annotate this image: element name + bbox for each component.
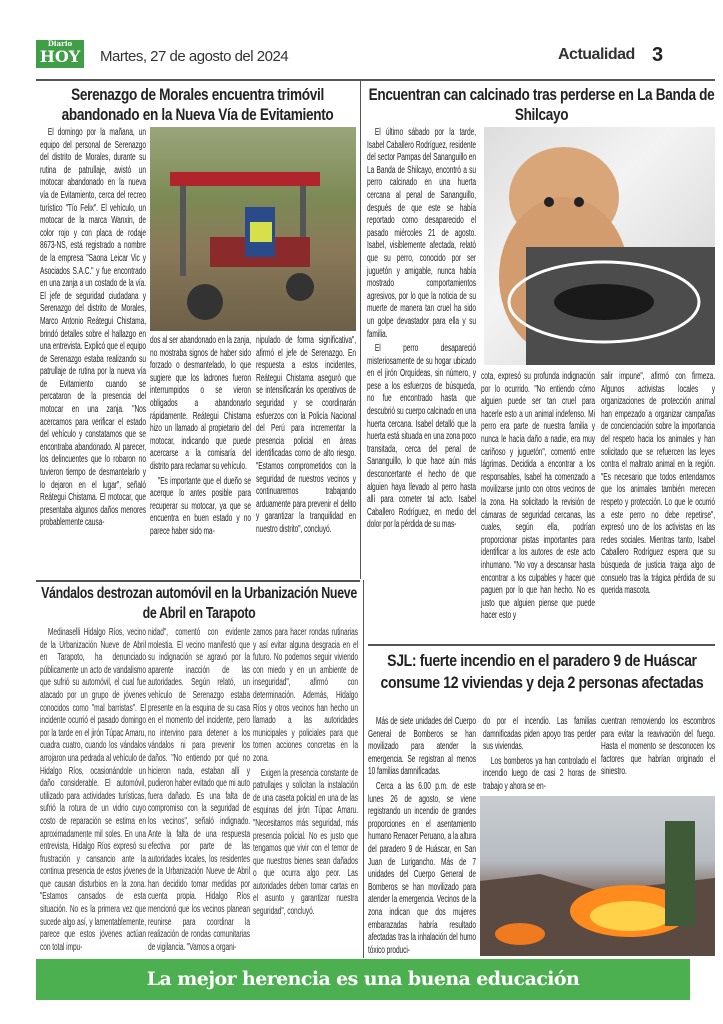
article3-col2: nidad", comentó con evidente molestia. El vecino manifestó que su indignación se agravó por la aparente inacción de las autoridades. Según relató, un vehículo de Serenazgo estaba presente en la esquina de su casa en el momento del incidente, pero no intervino para detener a los vándalos ni para prevenir los daños. "No entiendo por qué no hicieron nada, estaban allí y pudieron haber evitado que mi auto fuera dañado. Es una falta de compromiso con la seguridad de los vecinos", señaló indignado. Ante la falta de una respuesta efectiva por parte de las autoridades locales, los residentes de la Urbanización Nueve de Abril han decidido tomar medidas por cuenta propia. Hidalgo Ríos mencionó que los vecinos planean reunirse para coordinar la realización de rondas comunitarias de vigilancia. "Vamos a organi-	[148, 627, 250, 953]
fire-illustration	[480, 796, 715, 956]
article4-col3: cuentran removiendo los escombros para evitar la reavivación del fuego. Hasta el momento se desconocen los factores que habrían originado el siniestro.	[601, 716, 715, 778]
article3-col1: Medinaselli Hidalgo Ríos, vecino de la Urbanización Nueve de Abril en Tarapoto, ha denunciado públicamente un acto de vandalismo que sufrió su automóvil, el cual fue atacado por un grupo de jóvenes conocidos como "mal barristas". El incidente ocurrió el pasado domingo por la tarde en el jirón Túpac Amaru, cuadra cuatro, cuando los vándalos arrojaron una pedrada al vehículo de Hidalgo Ríos, ocasionándole un daño considerable. El automóvil, utilizado para actividades turísticas, sufrió la rotura de un vidrio cuyo costo de reparación se estima en aproximadamente mil soles. En una entrevista, Hidalgo Ríos expresó su frustración y cansancio ante la continua presencia de estos jóvenes que causan disturbios en la zona. "Estamos cansados de esta situación. No es la primera vez que sucede algo así, y lamentablemente, parece que estos jóvenes actúan con total impu-	[40, 627, 146, 953]
article3-top-rule	[36, 580, 360, 582]
article2-title: Encuentran can calcinado tras perderse en La Banda de Shilcayo	[368, 85, 715, 124]
footer-slogan-banner: La mejor herencia es una buena educación	[36, 959, 690, 1000]
header-rule	[36, 79, 715, 81]
dog-photo	[484, 127, 715, 365]
issue-date: Martes, 27 de agosto del 2024	[100, 48, 289, 65]
article4-title: SJL: fuerte incendio en el paradero 9 de Huáscar consume 12 viviendas y deja 2 personas afectadas	[380, 652, 704, 692]
page-number: 3	[652, 44, 664, 66]
article3-title-box	[40, 584, 358, 624]
article2-col1: El último sábado por la tarde, Isabel Caballero Rodríguez, residente del sector Pampas del Sananguillo en La Banda de Shilcayo, encontró a su perro calcinado en una huerta cercana al penal de Sananguillo, después de que este se había reportado como desaparecido el pasado miércoles 21 de agosto. Isabel, visiblemente afectada, relató que su perro, conocido por ser juguetón y amigable, nunca había mostrado comportamientos agresivos, por lo que la noticia de su muerte de manera tan cruel ha sido un golpe devastador para ella y su familia. El perro desapareció misteriosamente de su hogar ubicado en el jirón Orquídeas, sin número, y pese a los esfuerzos de búsqueda, no fue encontrado hasta que descubrió su cuerpo calcinado en una huerta cercana. Isabel detalló que la huerta está situada en una zona poco transitada, cerca del penal de Sananguillo, lo que hace aún más desconcertante el hecho de que alguien haya llevado al perro hasta allí para cometer tal acto. Isabel Caballero Rodríguez, en medio del dolor por la pérdida de su mas-	[367, 127, 476, 531]
logo-small-text: Diario	[47, 39, 73, 48]
article3-col3: zamos para hacer rondas rutinarias y así evitar alguna desgracia en el futuro. No podemos seguir viviendo con miedo y en un ambiente de inseguridad", afirmó con determinación. Además, Hidalgo Ríos y otros vecinos han hecho un llamado a las autoridades municipales y policiales para que tomen acciones concretas en la zona. Exigen la presencia constante de patrullajes y solicitan la instalación de una caseta policial en una de las esquinas del jirón Túpac Amaru. "Necesitamos más seguridad, más presencia policial. No es justo que tengamos que vivir con el temor de que nuestros bienes sean dañados o que ocurra algo peor. Las autoridades deben tomar cartas en el asunto y garantizar nuestra seguridad", concluyó.	[253, 627, 358, 918]
section-name: Actualidad	[558, 46, 635, 63]
logo-big-text: HOY	[39, 47, 81, 66]
article3-title: Vándalos destrozan automóvil en la Urbanización Nueve de Abril en Tarapoto	[41, 585, 357, 622]
article1-col3: nipulado de forma significativa", afirmó el jefe de Serenazgo. En respuesta a estos incidentes, Reátegui Chistama aseguró que se intensificarán los operativos de seguridad y se coordinarán esfuerzos con la Policía Nacional del Perú para incrementar la presencia policial en áreas identificadas como de alto riesgo. "Estamos comprometidos con la seguridad de nuestros vecinos y continuaremos trabajando arduamente para prevenir el delito y garantizar la tranquilidad en nuestro distrito", concluyó.	[256, 335, 356, 535]
trimovil-photo	[150, 127, 356, 331]
article4-col2: do por el incendio. Las familias damnificadas piden apoyo tras perder sus viviendas. Los bomberos ya han controlado el incendio luego de casi 2 horas de trabajo y ahora se en-	[483, 716, 596, 792]
column-divider	[360, 81, 361, 579]
article2-col3: salir impune", afirmó con firmeza. Algunos activistas locales y organizaciones de protección animal han empezado a organizar campañas de concienciación sobre la importancia del respeto hacia los animales y han solicitado que se refuercen las leyes contra el maltrato animal en la región. "Es necesario que todos entendamos que los animales también merecen respeto y protección. Lo que le ocurrió a este perro no debe repetirse", expresó uno de los activistas en las redes sociales. Mientras tanto, Isabel Caballero Rodríguez espera que su búsqueda de justicia traiga algo de consuelo tras la trágica pérdida de su querida mascota.	[601, 371, 715, 597]
article2-title-box	[368, 85, 715, 125]
fire-photo	[480, 796, 715, 956]
column-divider-lower	[363, 580, 364, 958]
article1-col2: dos al ser abandonado en la zanja, no mostraba signos de haber sido forzado o desmantelado, lo que sugiere que los ladrones fueron interrumpidos o se vieron obligados a abandonarlo rápidamente. Reátegui Chistama hizo un llamado al propietario del motocar, indicando que puede acercarse a la comisaría del distrito para reclamar su vehículo. "Es importante que el dueño se acerque lo antes posible para recuperar su motocar, ya que se encuentra en buen estado y no parece haber sido ma-	[150, 335, 251, 537]
dog-illustration	[484, 127, 715, 365]
article4-col1: Más de siete unidades del Cuerpo General de Bomberos se han movilizado para atender la emergencia. Se registran al menos 10 familias damnificadas. Cerca a las 6.00 p.m. de este lunes 26 de agosto, se viene registrando un incendio de grandes proporciones en el asentamiento humano Renacer Peruano, a la altura del paradero 9 de Huáscar, en San Juan de Lurigancho. Más de 7 unidades del Cuerpo General de Bomberos se han movilizado para atender la emergencia. Vecinos de la zona indican que dos mujeres embarazadas habría resultado afectadas tras la inhalación del humo tóxico produci-	[368, 716, 476, 956]
newspaper-logo	[36, 40, 84, 68]
article4-top-rule	[368, 644, 715, 646]
article2-col2: cota, expresó su profunda indignación por lo ocurrido. "No entiendo cómo alguien puede ser tan cruel para hacerle esto a un animal indefenso. Mi perro era parte de nuestra familia y nunca le hacía daño a nadie, era muy cariñoso y juguetón", comentó entre lágrimas. Decidida a encontrar a los responsables, Isabel ha comenzado a movilizarse junto con otros vecinos de la zona. Ha solicitado la revisión de cámaras de seguridad cercanas, las cuales, según ella, podrían proporcionar pistas importantes para identificar a los autores de este acto inhumano. "No voy a descansar hasta encontrar a los culpables y hacer que paguen por lo que han hecho. No es justo que alguien piense que puede hacer esto y	[481, 371, 595, 622]
article1-title-box	[40, 85, 355, 125]
trimovil-illustration	[150, 127, 356, 331]
article4-title-box	[366, 650, 718, 694]
article1-title: Serenazgo de Morales encuentra trimóvil abandonado en la Nueva Vía de Evitamiento	[61, 85, 334, 124]
article1-col1: El domingo por la mañana, un equipo del personal de Serenazgo del distrito de Morales, durante su rutina de patrullaje, avistó un motocar abandonado en la nueva vía de Evitamiento, cerca del recreo turístico "Tío Felix". El vehículo, un motocar de la marca Wanxin, de color rojo y con placa de rodaje 8673-NS, está registrado a nombre de la empresa "Saona Leicar Vic y Asociados S.A.C." y fue encontrado en una zanja a un costado de la vía. El jefe de seguridad ciudadana y Serenazgo del distrito de Morales, Marco Antonio Reátegui Chistama, brindó detalles sobre el hallazgo en una entrevista. Explicó que el equipo de Serenazgo estaba realizando su patrullaje de rutina por la nueva vía de Evitamiento cuando se percataron de la presencia del motocar en una zanja. "Nos acercamos para verificar el estado del vehículo y constatamos que se encontraba abandonado. Al parecer, los delincuentes que lo robaron no tuvieron tiempo de desmantelarlo y lo dejaron en el lugar", señaló Reátegui Chistama. El motocar, que presentaba algunos daños menores probablemente causa-	[40, 127, 146, 529]
